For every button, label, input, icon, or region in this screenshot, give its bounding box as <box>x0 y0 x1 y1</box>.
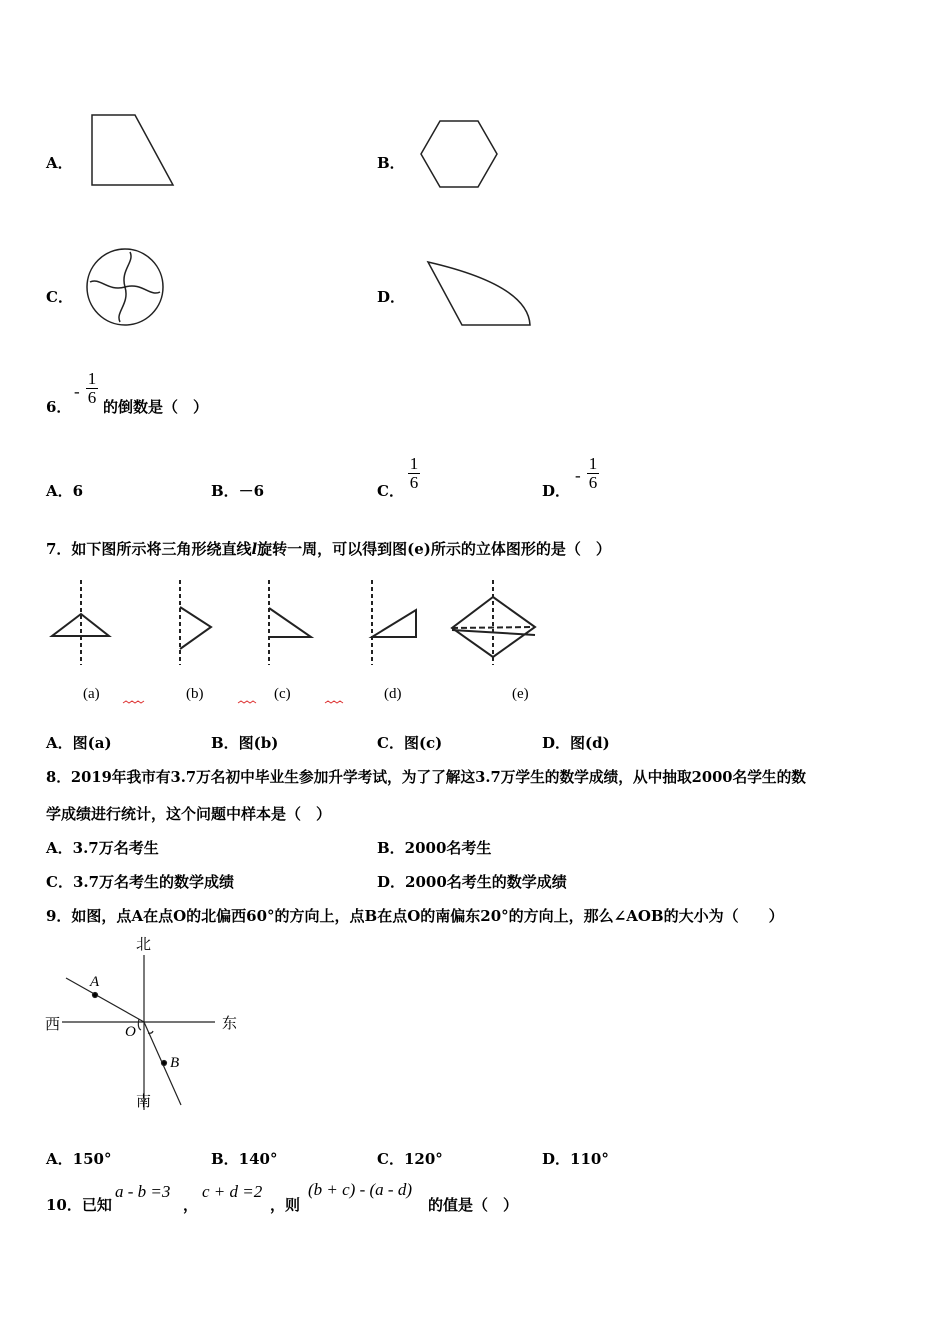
q8-line2: 学成绩进行统计，这个问题中样本是（ ） <box>46 805 332 823</box>
num: 1 <box>588 454 598 473</box>
q7-text-2: 旋转一周，可以得到图(e)所示的立体图形的是（ ） <box>257 540 611 558</box>
q9-option-a[interactable]: A．150° <box>46 1150 112 1168</box>
option-b[interactable]: B． <box>377 154 405 172</box>
q7-option-b[interactable]: B．图(b) <box>211 734 279 752</box>
q10-expr3: (b + c) - (a - d) <box>308 1180 412 1199</box>
q7-var: l <box>251 540 258 558</box>
label-east: 东 <box>222 1016 238 1032</box>
label-north: 北 <box>136 937 152 953</box>
q9-option-b[interactable]: B．140° <box>211 1150 278 1168</box>
q10-expr1: a - b =3 <box>115 1182 171 1201</box>
q6-option-b[interactable]: B．－6 <box>211 482 265 500</box>
q6-option-a[interactable]: A．6 <box>46 482 84 500</box>
q6-d-neg: - <box>575 466 581 485</box>
q8-option-a[interactable]: A．3.7万名考生 <box>46 839 159 857</box>
q9-option-c[interactable]: C．120° <box>377 1150 443 1168</box>
fig-label-e: (e) <box>512 686 529 702</box>
label-a: A <box>90 974 100 990</box>
fig-label-d: (d) <box>384 686 402 702</box>
q6-neg: - <box>74 382 80 401</box>
trapezoid-figure <box>92 115 173 185</box>
q10-sep: ， <box>183 1196 199 1214</box>
den: 6 <box>588 473 598 492</box>
q9-option-d[interactable]: D．110° <box>542 1150 609 1168</box>
q8-line1: 8．2019年我市有3.7万名初中毕业生参加升学考试，为了了解这3.7万学生的数学成绩，从中抽取2000名学生的数 <box>46 769 806 786</box>
q6-number: 6． <box>46 398 72 416</box>
fig-label-b: (b) <box>186 686 204 702</box>
fig-label-c: (c) <box>274 686 291 702</box>
q7-text <box>46 538 611 559</box>
label-b: B <box>170 1055 180 1071</box>
q8-option-d[interactable]: D．2000名考生的数学成绩 <box>377 873 567 891</box>
q7-text-1: 7．如下图所示将三角形绕直线 <box>46 540 252 558</box>
q7-figures <box>52 580 535 665</box>
q6-option-d-fraction <box>587 455 599 492</box>
q6-option-c[interactable]: C． <box>377 482 404 500</box>
q7-option-d[interactable]: D．图(d) <box>542 734 610 752</box>
option-a[interactable]: A． <box>46 154 73 172</box>
sector-figure <box>428 262 530 325</box>
spellcheck-marks <box>123 701 343 703</box>
q10-expr2: c + d =2 <box>202 1182 263 1201</box>
num: 1 <box>409 454 419 473</box>
q10-then: ，则 <box>270 1196 301 1214</box>
den: 6 <box>87 388 97 407</box>
q10-suffix: 的值是（ ） <box>428 1196 519 1214</box>
q6-fraction <box>86 370 98 407</box>
q6-option-d[interactable]: D． <box>542 482 571 500</box>
q8-option-b[interactable]: B．2000名考生 <box>377 839 492 857</box>
hexagon-figure <box>421 121 497 187</box>
q10-prefix: 10．已知 <box>46 1196 112 1214</box>
swirl-circle-figure <box>87 249 163 325</box>
q9-text: 9．如图，点A在点O的北偏西60°的方向上，点B在点O的南偏东20°的方向上，那么∠AOB的大小为（ ） <box>46 907 784 925</box>
q7-option-a[interactable]: A．图(a) <box>46 734 112 752</box>
label-south: 南 <box>136 1094 152 1110</box>
num: 1 <box>87 369 97 388</box>
label-o: O <box>125 1024 136 1040</box>
label-west: 西 <box>45 1017 61 1033</box>
q6-text: 的倒数是（ ） <box>103 398 209 416</box>
option-d[interactable]: D． <box>377 288 406 306</box>
fig-label-a: (a) <box>83 686 100 702</box>
compass-figure <box>62 955 215 1110</box>
q7-option-c[interactable]: C．图(c) <box>377 734 443 752</box>
option-c[interactable]: C． <box>46 288 73 306</box>
q8-option-c[interactable]: C．3.7万名考生的数学成绩 <box>46 873 235 891</box>
q6-option-c-fraction <box>408 455 420 492</box>
den: 6 <box>409 473 419 492</box>
